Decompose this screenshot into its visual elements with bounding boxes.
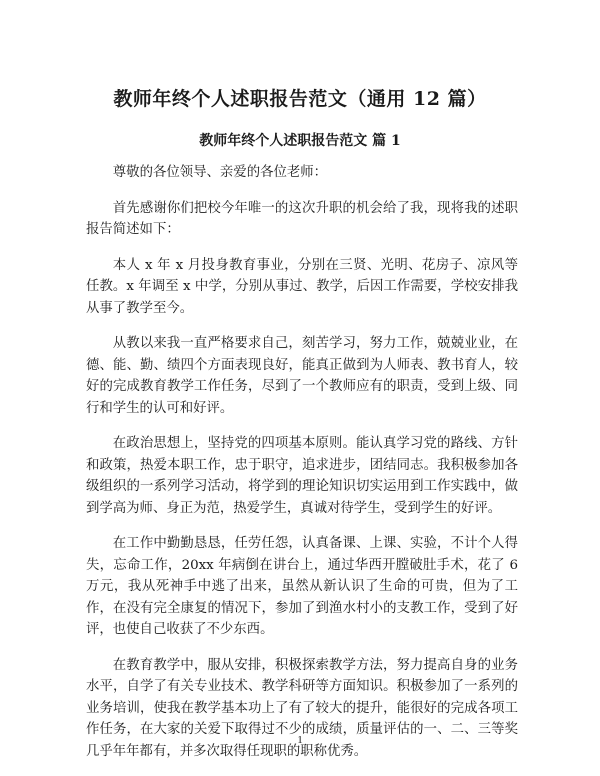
paragraph-career: 本人 x 年 x 月投身教育事业，分别在三贤、光明、花房子、凉风等任教。x 年调至 x 中学，分别从事过、教学，后因工作需要，学校安排我从事了教学至今。 bbox=[86, 257, 518, 316]
paragraph-conduct: 从教以来我一直严格要求自己，刻苦学习，努力工作，兢兢业业，在德、能、勤、绩四个方面表现良好，能真正做到为人师表、教书育人，较好的完成教育教学工作任务，尽到了一个教师应有的职责，受到上级、同行和学生的认可和好评。 bbox=[86, 336, 518, 416]
paragraph-work: 在工作中勤勤恳恳，任劳任怨，认真备课、上课、实验，不计个人得失，忘命工作，20xx 年病倒在讲台上，通过华西开膛破肚手术，花了 6 万元，我从死神手中逃了出来，虽然从新认识了生命的可贵，但为了工作，在没有完全康复的情况下，参加了到渔水村小的支教工作，受到了好评，也使自己收获了不少东西。 bbox=[86, 536, 518, 637]
document-body bbox=[86, 162, 518, 776]
paragraph-political: 在政治思想上，坚持党的四项基本原则。能认真学习党的路线、方针和政策，热爱本职工作，忠于职守，追求进步，团结同志。我积极参加各级组织的一系列学习活动，将学到的理论知识切实运用到工作实践中，做到学高为师、身正为范，热爱学生，真诚对待学生，受到学生的好评。 bbox=[86, 436, 518, 516]
section-title: 教师年终个人述职报告范文 篇 1 bbox=[199, 133, 401, 149]
paragraph-teaching: 在教育教学中，服从安排，积极探索教学方法，努力提高自身的业务水平，自学了有关专业技术、教学科研等方面知识。积极参加了一系列的业务培训，使我在教学基本功上了有了较大的提升，能很好的完成各项工作任务，在大家的关爱下取得过不少的成绩，质量评估的一、二、三等奖几乎年年都有，并多次取得任现职的职称优秀。 bbox=[86, 657, 518, 759]
paragraph-salutation: 尊敬的各位领导、亲爱的各位老师： bbox=[112, 165, 328, 180]
page-number: 1 bbox=[297, 734, 303, 746]
paragraph-intro: 首先感谢你们把校今年唯一的这次升职的机会给了我，现将我的述职报告简述如下： bbox=[86, 200, 518, 237]
document-title: 教师年终个人述职报告范文（通用 12 篇） bbox=[113, 88, 487, 110]
